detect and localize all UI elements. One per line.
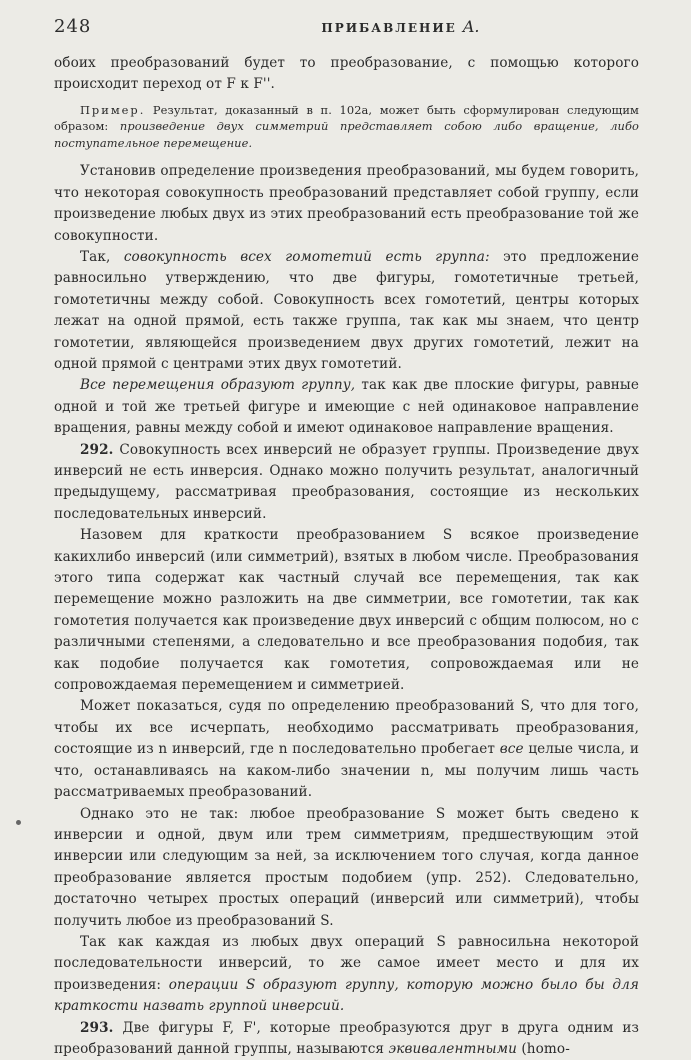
- paragraph: [54, 932, 639, 1018]
- italic-term: эквивалентными: [388, 1040, 517, 1057]
- paragraph: Установив определение произведения преобразований, мы будем говорить, что некоторая совокупность преобразований представляет собой группу, если произведение любых двух из этих преобразований есть преобразование той же совокупности.: [54, 163, 639, 244]
- margin-dot: [16, 820, 21, 825]
- italic-statement: совокупность всех гомотетий есть группа:: [123, 248, 490, 265]
- example-italic: произведение двух симметрий представляет собою либо вращение, либо поступательное перемещение.: [54, 119, 639, 150]
- text-run: Совокупность всех инверсий не образует группы. Произведение двух инверсий не есть инверсия. Однако можно получить результат, аналогичный предыдущему, рассматривая преобразования, состоящие из нескольких последовательных инверсий.: [54, 441, 639, 522]
- italic-statement: операции S образуют группу, которую можно было бы для краткости назвать группой инверсий.: [54, 976, 639, 1015]
- text-run: Две фигуры F, F', которые преобразуются друг в друга одним из преобразований данной группы, называются: [54, 1019, 639, 1057]
- paragraph: обоих преобразований будет то преобразование, с помощью которого происходит переход от F к F''.: [54, 55, 639, 93]
- italic-statement: Все перемещения образуют группу,: [80, 377, 356, 394]
- section-number: 292.: [80, 441, 114, 458]
- section-paragraph: [54, 440, 639, 526]
- paragraph: [54, 247, 639, 375]
- text-run: Так как каждая из любых двух операций S равносильна некоторой последовательности инверсий, то же самое имеет место и для их произведения:: [54, 933, 639, 993]
- section-number: 293.: [80, 1019, 114, 1036]
- section-paragraph: [54, 1018, 639, 1060]
- page-number: 248: [54, 16, 92, 37]
- paragraph: Назовем для краткости преобразованием S всякое произведение какихлибо инверсий (или симметрий), взятых в любом числе. Преобразования этого типа содержат как частный случай все перемещения, так как перемещение можно разложить на две симметрии, все гомотетии, так как гомотетия получается как произведение двух инверсий с общим полюсом, но с различными степенями, а следовательно и все преобразования подобия, так как подобие получается как гомотетия, сопровождаемая или не сопровождаемая перемещением и симметрией.: [54, 527, 639, 694]
- paragraph: Однако это не так: любое преобразование S может быть сведено к инверсии и одной, двум или трем симметриям, предшествующим этой инверсии или следующим за ней, за исключением того случая, когда данное преобразование является простым подобием (упр. 252). Следовательно, достаточно четырех простых операций (инверсий или симметрий), чтобы получить любое из преобразований S.: [54, 805, 639, 929]
- paragraph: [54, 375, 639, 439]
- example-text: Результат, доказанный в п. 102а, может быть сформулирован следующим образом:: [54, 102, 639, 134]
- text-run: это предложение равносильно утверждению, что две фигуры, гомотетичные третьей, гомотетичны между собой. Совокупность всех гомотетий, центры которых лежат на одной прямой, есть также группа, так как мы знаем, что центр гомотетии, являющейся произведением двух других гомотетий, лежит на одной прямой с центрами этих двух гомотетий.: [54, 248, 639, 372]
- example-paragraph: [54, 102, 639, 152]
- running-title: ПРИБАВЛЕНИЕ: [321, 21, 457, 35]
- text-run: так как две плоские фигуры, равные одной и той же третьей фигуре и имеющие с ней одинаковое направление вращения, равны между собой и имеют одинаковое направление вращения.: [54, 377, 639, 437]
- example-label: Пример.: [80, 102, 146, 117]
- page-header: [54, 16, 639, 37]
- text-run: Может показаться, судя по определению преобразований S, что для того, чтобы их все исчерпать, необходимо рассматривать преобразования, состоящие из n инверсий, где n последовательно пробегает: [54, 698, 639, 758]
- text-run: Так,: [80, 248, 124, 265]
- italic-word: все: [499, 741, 524, 758]
- text-run: (homo-: [516, 1040, 570, 1057]
- paragraph: [54, 696, 639, 803]
- text-run: целые числа, и что, останавливаясь на каком-либо значении n, мы получим лишь часть рассматриваемых преобразований.: [54, 741, 639, 801]
- appendix-letter: A.: [462, 17, 480, 36]
